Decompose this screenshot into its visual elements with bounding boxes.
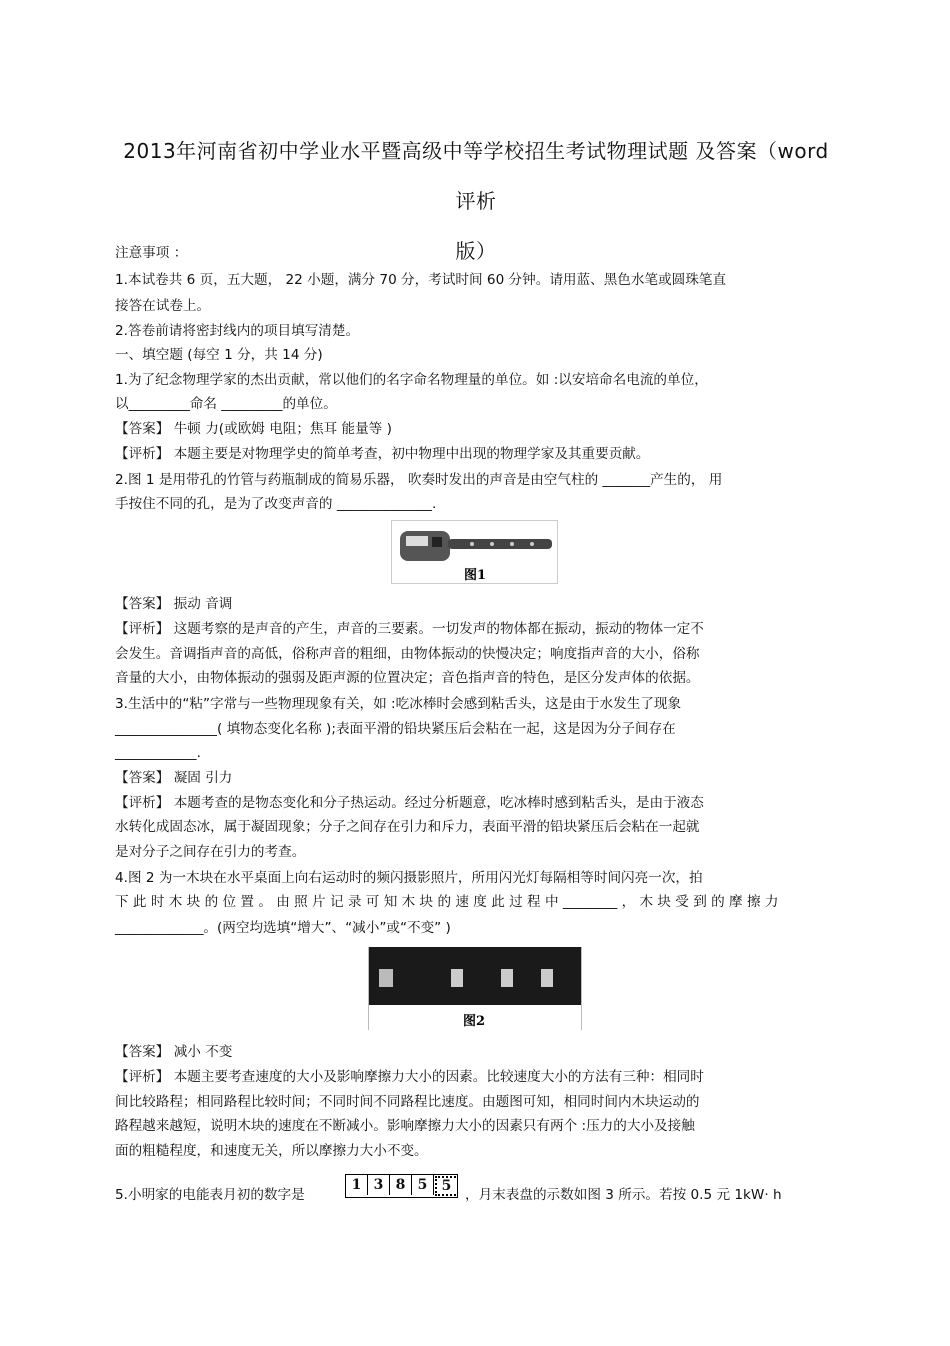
text-line: 会发生。音调指声音的高低，俗称声音的粗细，由物体振动的快慢决定；响度指声音的大小，俗称 — [115, 646, 700, 662]
text-line: 1.本试卷共 6 页，五大题， 22 小题，满分 70 分，考试时间 60 分钟。请用蓝、黑色水笔或圆珠笔直 — [115, 272, 727, 288]
document-title — [115, 126, 837, 276]
answer-line: 【答案】 减小 不变 — [115, 1044, 233, 1060]
text-line: _______________( 填物态变化名称 );表面平滑的铅块紧压后会粘在一起，这是因为分子间存在 — [115, 721, 676, 737]
text-line: 面的粗糙程度，和速度无关，所以摩擦力大小不变。 — [115, 1143, 428, 1159]
figure-2-label: 图2 — [463, 1014, 486, 1029]
analysis-line: 【评析】 本题主要是对物理学史的简单考查，初中物理中出现的物理学家及其重要贡献。 — [115, 446, 650, 462]
meter-digit: 8 — [390, 1175, 412, 1195]
text-line: 路程越来越短，说明木块的速度在不断减小。影响摩擦力大小的因素只有两个 :压力的大小及接触 — [115, 1118, 695, 1134]
text-line: 是对分子之间存在引力的考查。 — [115, 844, 306, 860]
question-4: 4.图 2 为一木块在水平桌面上向右运动时的频闪摄影照片，所用闪光灯每隔相等时间闪亮一次，拍 — [115, 870, 703, 886]
meter-digit: 5 — [412, 1175, 434, 1195]
meter-digit: 3 — [368, 1175, 390, 1195]
analysis-line: 【评析】 本题主要考查速度的大小及影响摩擦力大小的因素。比较速度大小的方法有三种：相同时 — [115, 1069, 704, 1085]
text-line: 下 此 时 木 块 的 位 置 。 由 照 片 记 录 可 知 木 块 的 速 度 此 过 程 中 ________ ， 木 块 受 到 的 摩 擦 力 — [115, 894, 779, 910]
title-line-1: 2013年河南省初中学业水平暨高级中等学校招生考试物理试题 及答案（word 评析 — [123, 139, 829, 213]
text-line: ，月末表盘的示数如图 3 所示。若按 0.5 元 1kW· h — [465, 1187, 782, 1203]
question-5: 5.小明家的电能表月初的数字是 — [115, 1187, 305, 1203]
title-line-2: 版） — [455, 239, 497, 263]
text-line: ____________. — [115, 745, 201, 761]
meter-digit: 1 — [346, 1175, 368, 1195]
text-line: 手按住不同的孔，是为了改变声音的 ______________. — [115, 496, 437, 512]
analysis-line: 【评析】 这题考察的是声音的产生，声音的三要素。一切发声的物体都在振动，振动的物体一定不 — [115, 621, 704, 637]
answer-line: 【答案】 凝固 引力 — [115, 770, 233, 786]
question-3: 3.生活中的“粘”字常与一些物理现象有关，如 :吃冰棒时会感到粘舌头，这是由于水发生了现象 — [115, 696, 682, 712]
text-line: 水转化成固态冰，属于凝固现象；分子之间存在引力和斥力，表面平滑的铅块紧压后会粘在一起就 — [115, 819, 700, 835]
electric-meter-reading — [345, 1174, 458, 1198]
text-line: 接答在试卷上。 — [115, 298, 211, 314]
question-2: 2.图 1 是用带孔的竹管与药瓶制成的简易乐器， 吹奏时发出的声音是由空气柱的 _______产生的， 用 — [115, 472, 723, 488]
answer-line: 【答案】 牛顿 力(或欧姆 电阻；焦耳 能量等 ) — [115, 421, 392, 437]
meter-digit-decimal: 5 — [435, 1176, 456, 1196]
text-line: 2.答卷前请将密封线内的项目填写清楚。 — [115, 323, 360, 339]
text-line: 注意事项 ： — [115, 245, 188, 261]
text-line: _____________。(两空均选填“增大”、“减小”或“不变” ) — [115, 920, 451, 936]
figure-1-flute-image — [391, 520, 558, 584]
section-heading: 一、填空题 (每空 1 分，共 14 分) — [115, 347, 323, 363]
text-line: 以_________命名 _________的单位。 — [115, 396, 337, 412]
answer-line: 【答案】 振动 音调 — [115, 596, 233, 612]
figure-1-label: 图1 — [464, 568, 487, 583]
figure-2-photo — [368, 947, 582, 1030]
text-line: 间比较路程；相同路程比较时间；不同时间不同路程比速度。由题图可知，相同时间内木块运动的 — [115, 1094, 700, 1110]
text-line: 音量的大小，由物体振动的强弱及距声源的位置决定；音色指声音的特色，是区分发声体的依据。 — [115, 670, 700, 686]
question-1: 1.为了纪念物理学家的杰出贡献，常以他们的名字命名物理量的单位。如 :以安培命名电流的单位， — [115, 372, 708, 388]
analysis-line: 【评析】 本题考查的是物态变化和分子热运动。经过分析题意，吃冰棒时感到粘舌头，是由于液态 — [115, 795, 704, 811]
